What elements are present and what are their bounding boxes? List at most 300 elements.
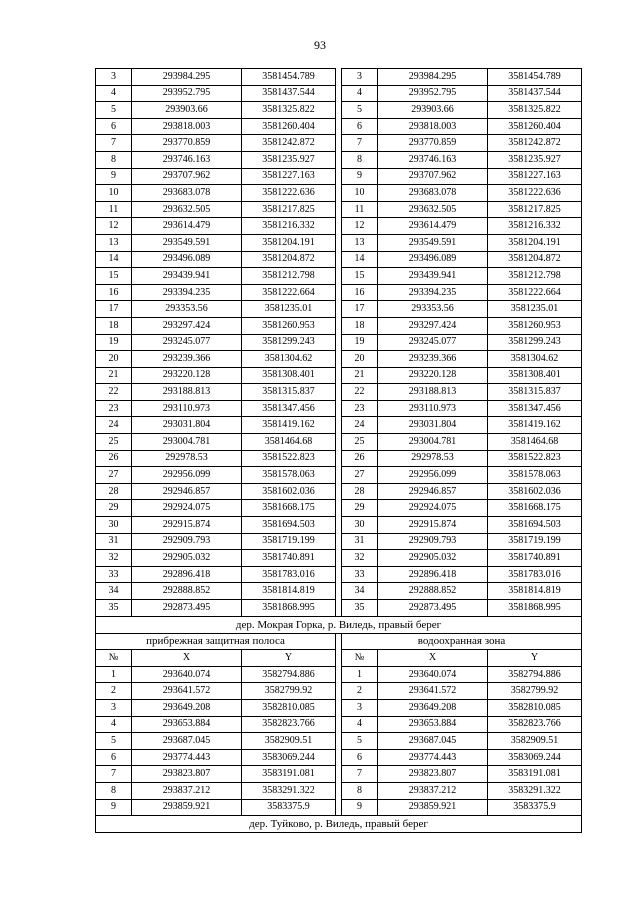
y-coordinate-right: 3581694.503 <box>488 517 582 534</box>
table-row <box>96 467 582 484</box>
x-coordinate-left: 293984.295 <box>132 69 242 86</box>
zone-title-left: прибрежная защитная полоса <box>96 633 336 650</box>
x-coordinate-left: 292896.418 <box>132 566 242 583</box>
table-row <box>96 417 582 434</box>
table-row <box>96 69 582 86</box>
y-coordinate-right: 3581235.01 <box>488 301 582 318</box>
table-row <box>96 268 582 285</box>
y-coordinate-right: 3581578.063 <box>488 467 582 484</box>
x-coordinate-right: 293439.941 <box>378 268 488 285</box>
y-coordinate-left: 3581602.036 <box>242 483 336 500</box>
y-coordinate-right: 3583191.081 <box>488 766 582 783</box>
point-number-left: 10 <box>96 185 132 202</box>
point-number-right: 16 <box>342 284 378 301</box>
section-title-row <box>96 616 582 633</box>
point-number-left: 28 <box>96 483 132 500</box>
point-number-left: 17 <box>96 301 132 318</box>
y-coordinate-right: 3581315.837 <box>488 384 582 401</box>
x-coordinate-left: 293632.505 <box>132 201 242 218</box>
table-row <box>96 733 582 750</box>
point-number-left: 24 <box>96 417 132 434</box>
point-number-right: 25 <box>342 434 378 451</box>
x-coordinate-left: 293687.045 <box>132 733 242 750</box>
y-coordinate-left: 3581694.503 <box>242 517 336 534</box>
table-row <box>96 600 582 617</box>
point-number-left: 15 <box>96 268 132 285</box>
y-coordinate-right: 3581242.872 <box>488 135 582 152</box>
y-coordinate-left: 3581814.819 <box>242 583 336 600</box>
point-number-right: 8 <box>342 151 378 168</box>
x-coordinate-right: 293903.66 <box>378 102 488 119</box>
x-coordinate-right: 293707.962 <box>378 168 488 185</box>
column-header-row <box>96 650 582 667</box>
x-coordinate-left: 293770.859 <box>132 135 242 152</box>
x-coordinate-left: 293394.235 <box>132 284 242 301</box>
y-coordinate-left: 3581325.822 <box>242 102 336 119</box>
table-row <box>96 683 582 700</box>
y-coordinate-right: 3581325.822 <box>488 102 582 119</box>
point-number-right: 21 <box>342 367 378 384</box>
table-row <box>96 517 582 534</box>
x-coordinate-right: 293549.591 <box>378 234 488 251</box>
point-number-right: 4 <box>342 716 378 733</box>
table-row <box>96 566 582 583</box>
x-coordinate-left: 293859.921 <box>132 799 242 816</box>
point-number-left: 34 <box>96 583 132 600</box>
y-coordinate-left: 3583191.081 <box>242 766 336 783</box>
point-number-right: 2 <box>342 683 378 700</box>
column-header-right: X <box>378 650 488 667</box>
point-number-left: 8 <box>96 782 132 799</box>
y-coordinate-left: 3581222.636 <box>242 185 336 202</box>
table-row <box>96 234 582 251</box>
y-coordinate-left: 3583375.9 <box>242 799 336 816</box>
point-number-right: 19 <box>342 334 378 351</box>
x-coordinate-left: 293353.56 <box>132 301 242 318</box>
zone-title-right: водоохранная зона <box>342 633 582 650</box>
y-coordinate-left: 3581299.243 <box>242 334 336 351</box>
table-row <box>96 533 582 550</box>
x-coordinate-right: 293818.003 <box>378 118 488 135</box>
table-row <box>96 151 582 168</box>
table-row <box>96 218 582 235</box>
point-number-right: 14 <box>342 251 378 268</box>
y-coordinate-left: 3581212.798 <box>242 268 336 285</box>
y-coordinate-right: 3582810.085 <box>488 699 582 716</box>
y-coordinate-left: 3581578.063 <box>242 467 336 484</box>
x-coordinate-left: 292905.032 <box>132 550 242 567</box>
x-coordinate-right: 293687.045 <box>378 733 488 750</box>
y-coordinate-left: 3581222.664 <box>242 284 336 301</box>
y-coordinate-right: 3581740.891 <box>488 550 582 567</box>
y-coordinate-right: 3582823.766 <box>488 716 582 733</box>
point-number-left: 6 <box>96 118 132 135</box>
y-coordinate-left: 3581454.789 <box>242 69 336 86</box>
x-coordinate-right: 293746.163 <box>378 151 488 168</box>
table-row <box>96 367 582 384</box>
x-coordinate-right: 293984.295 <box>378 69 488 86</box>
y-coordinate-left: 3583069.244 <box>242 749 336 766</box>
x-coordinate-left: 293614.479 <box>132 218 242 235</box>
coordinates-table <box>95 68 582 833</box>
y-coordinate-right: 3581868.995 <box>488 600 582 617</box>
point-number-right: 1 <box>342 666 378 683</box>
table-row <box>96 251 582 268</box>
x-coordinate-left: 292956.099 <box>132 467 242 484</box>
y-coordinate-right: 3581464.68 <box>488 434 582 451</box>
point-number-left: 9 <box>96 799 132 816</box>
section-title-row <box>96 816 582 833</box>
y-coordinate-left: 3581204.872 <box>242 251 336 268</box>
x-coordinate-left: 293653.884 <box>132 716 242 733</box>
x-coordinate-right: 292909.793 <box>378 533 488 550</box>
x-coordinate-left: 293641.572 <box>132 683 242 700</box>
table-row <box>96 550 582 567</box>
x-coordinate-left: 293649.208 <box>132 699 242 716</box>
point-number-left: 9 <box>96 168 132 185</box>
table-row <box>96 135 582 152</box>
x-coordinate-right: 293774.443 <box>378 749 488 766</box>
x-coordinate-left: 293220.128 <box>132 367 242 384</box>
point-number-right: 7 <box>342 135 378 152</box>
point-number-right: 23 <box>342 400 378 417</box>
column-header-left: X <box>132 650 242 667</box>
x-coordinate-right: 293031.804 <box>378 417 488 434</box>
section-title: дер. Мокрая Горка, р. Виледь, правый берег <box>96 616 582 633</box>
y-coordinate-right: 3581522.823 <box>488 450 582 467</box>
table-row <box>96 583 582 600</box>
y-coordinate-right: 3581216.332 <box>488 218 582 235</box>
y-coordinate-left: 3581235.927 <box>242 151 336 168</box>
x-coordinate-right: 293004.781 <box>378 434 488 451</box>
y-coordinate-left: 3581304.62 <box>242 351 336 368</box>
point-number-right: 6 <box>342 118 378 135</box>
y-coordinate-left: 3582794.886 <box>242 666 336 683</box>
table-row <box>96 384 582 401</box>
x-coordinate-right: 292896.418 <box>378 566 488 583</box>
x-coordinate-right: 293220.128 <box>378 367 488 384</box>
y-coordinate-right: 3582794.886 <box>488 666 582 683</box>
point-number-right: 7 <box>342 766 378 783</box>
x-coordinate-right: 293823.807 <box>378 766 488 783</box>
y-coordinate-right: 3581308.401 <box>488 367 582 384</box>
y-coordinate-left: 3581217.825 <box>242 201 336 218</box>
x-coordinate-right: 293110.973 <box>378 400 488 417</box>
point-number-left: 3 <box>96 69 132 86</box>
x-coordinate-right: 292915.874 <box>378 517 488 534</box>
x-coordinate-left: 293640.074 <box>132 666 242 683</box>
point-number-left: 5 <box>96 102 132 119</box>
point-number-left: 13 <box>96 234 132 251</box>
point-number-left: 29 <box>96 500 132 517</box>
table-row <box>96 301 582 318</box>
x-coordinate-right: 293952.795 <box>378 85 488 102</box>
x-coordinate-right: 293188.813 <box>378 384 488 401</box>
point-number-right: 27 <box>342 467 378 484</box>
x-coordinate-right: 293859.921 <box>378 799 488 816</box>
point-number-left: 30 <box>96 517 132 534</box>
y-coordinate-right: 3581668.175 <box>488 500 582 517</box>
x-coordinate-left: 293952.795 <box>132 85 242 102</box>
x-coordinate-left: 293004.781 <box>132 434 242 451</box>
y-coordinate-left: 3581868.995 <box>242 600 336 617</box>
point-number-right: 30 <box>342 517 378 534</box>
point-number-right: 5 <box>342 102 378 119</box>
point-number-left: 26 <box>96 450 132 467</box>
point-number-right: 3 <box>342 69 378 86</box>
point-number-left: 12 <box>96 218 132 235</box>
x-coordinate-right: 293245.077 <box>378 334 488 351</box>
table-row <box>96 450 582 467</box>
x-coordinate-right: 292873.495 <box>378 600 488 617</box>
x-coordinate-right: 292924.075 <box>378 500 488 517</box>
y-coordinate-left: 3581308.401 <box>242 367 336 384</box>
point-number-left: 16 <box>96 284 132 301</box>
y-coordinate-left: 3581522.823 <box>242 450 336 467</box>
point-number-left: 22 <box>96 384 132 401</box>
y-coordinate-left: 3581204.191 <box>242 234 336 251</box>
x-coordinate-left: 292946.857 <box>132 483 242 500</box>
y-coordinate-right: 3581260.953 <box>488 317 582 334</box>
y-coordinate-left: 3581437.544 <box>242 85 336 102</box>
point-number-right: 20 <box>342 351 378 368</box>
y-coordinate-left: 3581783.016 <box>242 566 336 583</box>
x-coordinate-right: 293649.208 <box>378 699 488 716</box>
table-row <box>96 334 582 351</box>
x-coordinate-left: 293818.003 <box>132 118 242 135</box>
y-coordinate-right: 3581222.636 <box>488 185 582 202</box>
point-number-right: 13 <box>342 234 378 251</box>
point-number-right: 9 <box>342 168 378 185</box>
x-coordinate-left: 292924.075 <box>132 500 242 517</box>
y-coordinate-left: 3581227.163 <box>242 168 336 185</box>
y-coordinate-left: 3581464.68 <box>242 434 336 451</box>
table-row <box>96 317 582 334</box>
point-number-left: 1 <box>96 666 132 683</box>
point-number-right: 10 <box>342 185 378 202</box>
table-row <box>96 500 582 517</box>
table-row <box>96 699 582 716</box>
y-coordinate-right: 3581347.456 <box>488 400 582 417</box>
table-row <box>96 201 582 218</box>
point-number-right: 6 <box>342 749 378 766</box>
x-coordinate-left: 293549.591 <box>132 234 242 251</box>
x-coordinate-right: 293837.212 <box>378 782 488 799</box>
point-number-right: 33 <box>342 566 378 583</box>
point-number-right: 22 <box>342 384 378 401</box>
x-coordinate-right: 293641.572 <box>378 683 488 700</box>
point-number-left: 7 <box>96 766 132 783</box>
y-coordinate-left: 3581260.404 <box>242 118 336 135</box>
point-number-right: 24 <box>342 417 378 434</box>
x-coordinate-right: 293353.56 <box>378 301 488 318</box>
x-coordinate-left: 293188.813 <box>132 384 242 401</box>
point-number-left: 14 <box>96 251 132 268</box>
x-coordinate-left: 293823.807 <box>132 766 242 783</box>
x-coordinate-right: 293394.235 <box>378 284 488 301</box>
y-coordinate-left: 3583291.322 <box>242 782 336 799</box>
y-coordinate-left: 3582799.92 <box>242 683 336 700</box>
y-coordinate-left: 3581347.456 <box>242 400 336 417</box>
table-row <box>96 102 582 119</box>
table-row <box>96 400 582 417</box>
y-coordinate-right: 3581304.62 <box>488 351 582 368</box>
point-number-left: 2 <box>96 683 132 700</box>
y-coordinate-right: 3581454.789 <box>488 69 582 86</box>
point-number-left: 32 <box>96 550 132 567</box>
point-number-right: 31 <box>342 533 378 550</box>
y-coordinate-left: 3581260.953 <box>242 317 336 334</box>
y-coordinate-right: 3581222.664 <box>488 284 582 301</box>
point-number-left: 33 <box>96 566 132 583</box>
y-coordinate-right: 3583291.322 <box>488 782 582 799</box>
y-coordinate-left: 3581719.199 <box>242 533 336 550</box>
x-coordinate-right: 293770.859 <box>378 135 488 152</box>
x-coordinate-left: 292909.793 <box>132 533 242 550</box>
y-coordinate-left: 3581216.332 <box>242 218 336 235</box>
point-number-left: 5 <box>96 733 132 750</box>
x-coordinate-left: 293683.078 <box>132 185 242 202</box>
table-row <box>96 118 582 135</box>
column-header-right: Y <box>488 650 582 667</box>
x-coordinate-left: 293903.66 <box>132 102 242 119</box>
table-row <box>96 185 582 202</box>
x-coordinate-left: 293110.973 <box>132 400 242 417</box>
x-coordinate-right: 293683.078 <box>378 185 488 202</box>
point-number-right: 3 <box>342 699 378 716</box>
point-number-left: 31 <box>96 533 132 550</box>
y-coordinate-left: 3581419.162 <box>242 417 336 434</box>
table-row <box>96 799 582 816</box>
y-coordinate-right: 3581227.163 <box>488 168 582 185</box>
x-coordinate-left: 293837.212 <box>132 782 242 799</box>
point-number-right: 26 <box>342 450 378 467</box>
section-title: дер. Туйково, р. Виледь, правый берег <box>96 816 582 833</box>
table-row <box>96 168 582 185</box>
x-coordinate-right: 293640.074 <box>378 666 488 683</box>
point-number-left: 25 <box>96 434 132 451</box>
point-number-right: 12 <box>342 218 378 235</box>
x-coordinate-left: 293707.962 <box>132 168 242 185</box>
y-coordinate-right: 3581602.036 <box>488 483 582 500</box>
table-row <box>96 716 582 733</box>
point-number-right: 34 <box>342 583 378 600</box>
x-coordinate-right: 293297.424 <box>378 317 488 334</box>
point-number-left: 27 <box>96 467 132 484</box>
x-coordinate-left: 293239.366 <box>132 351 242 368</box>
point-number-left: 23 <box>96 400 132 417</box>
table-row <box>96 483 582 500</box>
point-number-left: 18 <box>96 317 132 334</box>
y-coordinate-left: 3581235.01 <box>242 301 336 318</box>
point-number-left: 19 <box>96 334 132 351</box>
x-coordinate-left: 293031.804 <box>132 417 242 434</box>
x-coordinate-left: 292873.495 <box>132 600 242 617</box>
y-coordinate-right: 3581299.243 <box>488 334 582 351</box>
x-coordinate-right: 293614.479 <box>378 218 488 235</box>
x-coordinate-left: 293297.424 <box>132 317 242 334</box>
y-coordinate-right: 3581235.927 <box>488 151 582 168</box>
column-header-left: Y <box>242 650 336 667</box>
table-row <box>96 85 582 102</box>
x-coordinate-right: 293239.366 <box>378 351 488 368</box>
y-coordinate-right: 3581783.016 <box>488 566 582 583</box>
y-coordinate-right: 3581437.544 <box>488 85 582 102</box>
x-coordinate-left: 293746.163 <box>132 151 242 168</box>
x-coordinate-left: 293245.077 <box>132 334 242 351</box>
y-coordinate-left: 3581740.891 <box>242 550 336 567</box>
y-coordinate-right: 3581260.404 <box>488 118 582 135</box>
x-coordinate-left: 292915.874 <box>132 517 242 534</box>
y-coordinate-left: 3581668.175 <box>242 500 336 517</box>
point-number-right: 35 <box>342 600 378 617</box>
y-coordinate-right: 3582909.51 <box>488 733 582 750</box>
point-number-right: 9 <box>342 799 378 816</box>
point-number-right: 11 <box>342 201 378 218</box>
y-coordinate-right: 3582799.92 <box>488 683 582 700</box>
point-number-left: 7 <box>96 135 132 152</box>
y-coordinate-right: 3581204.191 <box>488 234 582 251</box>
point-number-right: 17 <box>342 301 378 318</box>
y-coordinate-left: 3582810.085 <box>242 699 336 716</box>
y-coordinate-right: 3581814.819 <box>488 583 582 600</box>
y-coordinate-left: 3581242.872 <box>242 135 336 152</box>
point-number-right: 8 <box>342 782 378 799</box>
y-coordinate-right: 3581419.162 <box>488 417 582 434</box>
x-coordinate-left: 293439.941 <box>132 268 242 285</box>
x-coordinate-right: 293653.884 <box>378 716 488 733</box>
x-coordinate-right: 292905.032 <box>378 550 488 567</box>
y-coordinate-left: 3582823.766 <box>242 716 336 733</box>
point-number-left: 6 <box>96 749 132 766</box>
point-number-right: 5 <box>342 733 378 750</box>
x-coordinate-right: 292888.852 <box>378 583 488 600</box>
x-coordinate-right: 293632.505 <box>378 201 488 218</box>
x-coordinate-left: 292888.852 <box>132 583 242 600</box>
y-coordinate-right: 3581204.872 <box>488 251 582 268</box>
point-number-left: 4 <box>96 85 132 102</box>
point-number-right: 4 <box>342 85 378 102</box>
table-row <box>96 666 582 683</box>
x-coordinate-right: 292956.099 <box>378 467 488 484</box>
table-row <box>96 351 582 368</box>
point-number-left: 20 <box>96 351 132 368</box>
point-number-left: 4 <box>96 716 132 733</box>
x-coordinate-left: 292978.53 <box>132 450 242 467</box>
y-coordinate-right: 3581212.798 <box>488 268 582 285</box>
table-row <box>96 782 582 799</box>
table-row <box>96 749 582 766</box>
x-coordinate-right: 292946.857 <box>378 483 488 500</box>
column-header-right: № <box>342 650 378 667</box>
table-row <box>96 434 582 451</box>
point-number-left: 35 <box>96 600 132 617</box>
point-number-right: 18 <box>342 317 378 334</box>
point-number-right: 32 <box>342 550 378 567</box>
point-number-left: 8 <box>96 151 132 168</box>
x-coordinate-left: 293496.089 <box>132 251 242 268</box>
point-number-left: 11 <box>96 201 132 218</box>
point-number-right: 15 <box>342 268 378 285</box>
point-number-left: 21 <box>96 367 132 384</box>
x-coordinate-left: 293774.443 <box>132 749 242 766</box>
y-coordinate-left: 3582909.51 <box>242 733 336 750</box>
x-coordinate-right: 292978.53 <box>378 450 488 467</box>
point-number-left: 3 <box>96 699 132 716</box>
table-row <box>96 284 582 301</box>
zone-header-row <box>96 633 582 650</box>
point-number-right: 28 <box>342 483 378 500</box>
